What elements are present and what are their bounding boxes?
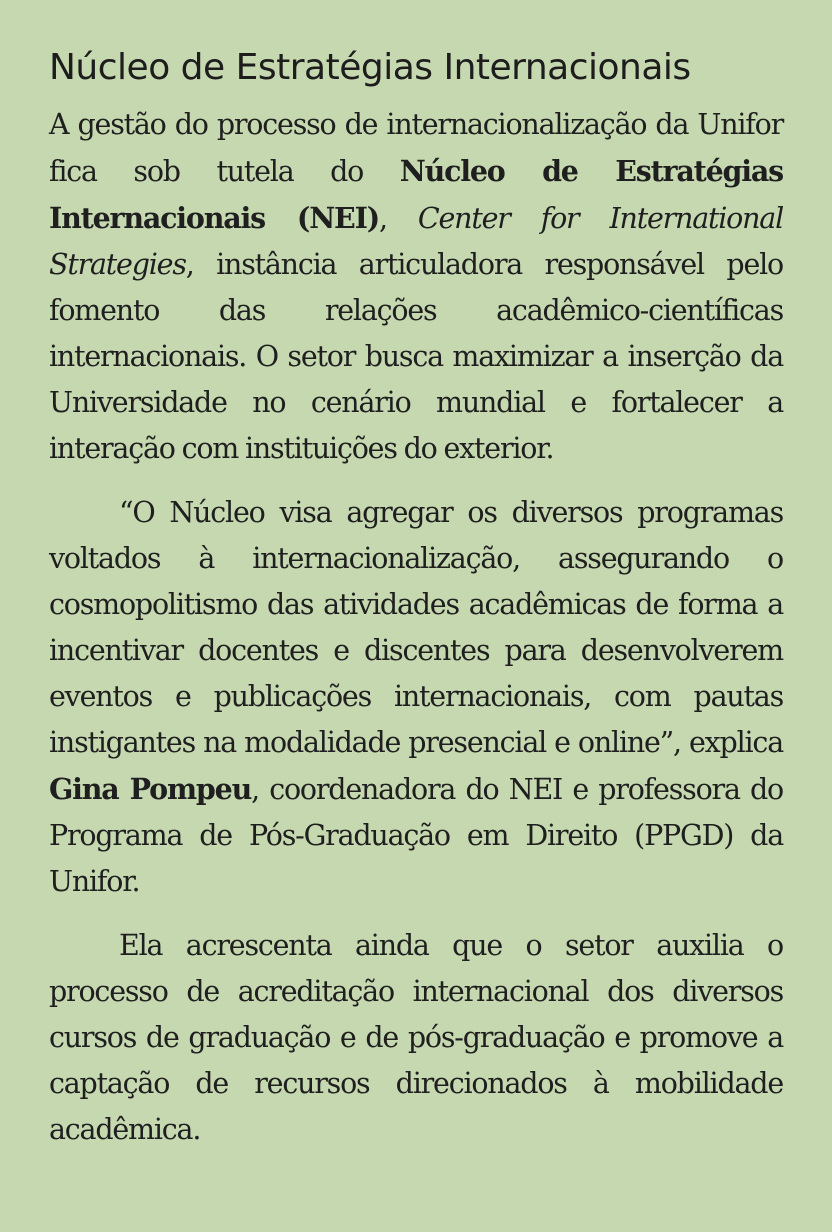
paragraph-1-text-1: A gestão do processo de internacionalização da Unifor fica sob tutela do [49, 108, 783, 188]
paragraph-3 [49, 923, 783, 1153]
paragraph-1-text-3: , instância articuladora responsável pelo fomento das relações acadêmico-científicas internacionais. O setor busca maximizar a inserção da Universidade no cenário mundial e fortalecer a interação com instituições do exterior. [49, 248, 783, 465]
paragraph-3-text-1: Ela acrescenta ainda que o setor auxilia o processo de acreditação internacional dos diversos cursos de graduação e de pós-graduação e promove a captação de recursos direcionados à mobilidade acadêmica. [49, 929, 783, 1146]
paragraph-2-text-1: “O Núcleo visa agregar os diversos programas voltados à internacionalização, assegurando o cosmopolitismo das atividades acadêmicas de forma a incentivar docentes e discentes para desenvolverem eventos e publicações internacionais, com pautas instigantes na modalidade presencial e online”, explica [49, 496, 783, 759]
paragraph-1-bold-nei: Núcleo de Estratégias Internacionais (NEI) [49, 154, 783, 235]
paragraph-1-text-2: , [379, 202, 418, 235]
paragraph-2-bold-name: Gina Pompeu [49, 772, 252, 806]
paragraph-1 [49, 102, 783, 472]
paragraph-1-italic-english-name: Center for International Strategies [49, 202, 783, 281]
paragraph-2-text-2: , coordenadora do NEI e professora do Programa de Pós-Graduação em Direito (PPGD) da Unifor. [49, 773, 784, 898]
paragraph-2 [49, 490, 783, 905]
section-title: Núcleo de Estratégias Internacionais [49, 47, 691, 88]
